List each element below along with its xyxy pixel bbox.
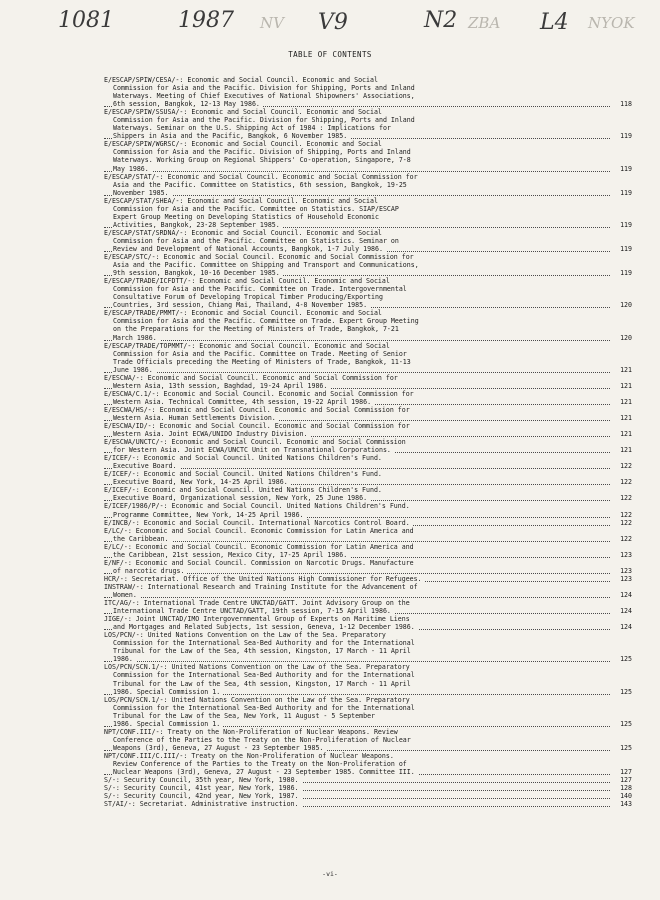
toc-entry-text: 1986. Special Commission 1.	[113, 720, 223, 728]
toc-entry-text: Review and Development of National Accounts, Bangkok, 1-7 July 1986.	[113, 245, 386, 253]
toc-entry-text: Programme Committee, New York, 14-25 April 1986.	[113, 511, 307, 519]
toc-page-number: 120	[620, 333, 632, 342]
toc-entry	[104, 663, 632, 695]
toc-entry-line	[104, 784, 632, 792]
page-number: -vi-	[322, 870, 338, 878]
toc-entry-text: Western Asia, 13th session, Baghdad, 19-24 April 1986.	[113, 382, 330, 390]
toc-entry-line	[104, 639, 632, 647]
toc-entry-text: S/-: Security Council, 41st year, New York, 1986.	[104, 784, 302, 792]
toc-entry	[104, 696, 632, 728]
toc-entry-line	[104, 342, 632, 350]
toc-entry-line	[104, 655, 632, 663]
toc-entry-line	[104, 462, 632, 470]
toc-entry-text: Tribunal for the Law of the Sea, 4th session, Kingston, 17 March - 11 April	[113, 647, 411, 656]
toc-entry-text: May 1986.	[113, 165, 152, 173]
toc-page-number: 122	[620, 518, 632, 527]
toc-entry-line	[104, 776, 632, 784]
toc-entry-line	[104, 567, 632, 575]
toc-entry-line	[104, 559, 632, 567]
toc-page-number: 119	[620, 220, 632, 229]
toc-page-number: 121	[620, 430, 632, 439]
toc-entry-text: Commission for Asia and the Pacific. Division for Shipping, Ports and Inland	[113, 116, 415, 125]
toc-entry-line	[104, 301, 632, 309]
toc-entry-text: E/INCB/-: Economic and Social Council. International Narcotics Control Board.	[104, 519, 413, 527]
toc-entry-line	[104, 430, 632, 438]
toc-entry-line	[104, 551, 632, 559]
toc-entry-text: E/ICEF/-: Economic and Social Council. United Nations Children's Fund.	[104, 470, 382, 479]
toc-entry-text: E/ESCAP/TRADE/ICFDTT/-: Economic and Social Council. Economic and Social	[104, 277, 390, 286]
toc-entry-text: Activities, Bangkok, 23-28 September 1985.	[113, 221, 283, 229]
toc-entry-line	[104, 511, 632, 519]
handwritten-note: N2	[424, 8, 458, 33]
toc-entry-line	[104, 221, 632, 229]
toc-entry-line	[104, 309, 632, 317]
dot-leader	[104, 372, 610, 373]
toc-entry-text: E/ESCAP/SPIW/CESA/-: Economic and Social Council. Economic and Social	[104, 76, 378, 84]
toc-entry-text: Commission for the International Sea-Bed Authority and for the International	[113, 671, 415, 680]
toc-entry-text: Trade Officials preceding the Meeting of Ministers of Trade, Bangkok, 11-13	[113, 357, 411, 366]
toc-page-number: 121	[620, 365, 632, 374]
toc-entry-text: E/ESCWA/UNCTC/-: Economic and Social Council. Economic and Social Commission	[104, 438, 406, 447]
toc-entry-text: Commission for Asia and the Pacific. Committee on Trade. Expert Group Meeting	[113, 317, 419, 326]
table-of-contents	[104, 76, 632, 808]
toc-entry-line	[104, 148, 632, 156]
toc-page-number: 119	[620, 244, 632, 253]
toc-entry-text: E/ESCAP/STAT/-: Economic and Social Council. Economic and Social Commission for	[104, 172, 418, 181]
toc-entry-line	[104, 671, 632, 679]
toc-entry-text: Waterways. Working Group on Regional Shippers' Co-operation, Singapore, 7-8	[113, 156, 411, 165]
toc-page-number: 123	[620, 574, 632, 583]
toc-entry-line	[104, 631, 632, 639]
toc-entry-text: E/LC/-: Economic and Social Council. Economic Commission for Latin America and	[104, 526, 414, 535]
toc-page-number: 122	[620, 462, 632, 471]
toc-entry-line	[104, 406, 632, 414]
toc-entry-line	[104, 736, 632, 744]
toc-entry-text: E/ESCWA/HS/-: Economic and Social Council. Economic and Social Commission for	[104, 405, 410, 414]
dot-leader	[104, 195, 610, 196]
toc-entry-text: March 1986.	[113, 334, 160, 342]
toc-entry-line	[104, 527, 632, 535]
toc-entry-line	[104, 478, 632, 486]
toc-entry-line	[104, 261, 632, 269]
toc-entry-text: Tribunal for the Law of the Sea, 4th session, Kingston, 17 March - 11 April	[113, 679, 411, 688]
toc-entry-text: Western Asia. Joint ECWA/UNIDO Industry Division.	[113, 430, 311, 438]
toc-entry	[104, 784, 632, 792]
toc-entry-text: Conference of the Parties to the Treaty on the Non-Proliferation of Nuclear	[113, 735, 411, 744]
toc-page-number: 121	[620, 397, 632, 406]
toc-entry-text: International Trade Centre UNCTAD/GATT, 19th session, 7-15 April 1986.	[113, 607, 394, 615]
toc-entry-line	[104, 422, 632, 430]
toc-entry	[104, 559, 632, 575]
toc-entry-line	[104, 760, 632, 768]
toc-entry	[104, 140, 632, 172]
toc-entry-text: Commission for Asia and the Pacific. Committee on Statistics. SIAP/ESCAP	[113, 204, 399, 213]
toc-entry-line	[104, 181, 632, 189]
toc-entry-line	[104, 535, 632, 543]
toc-entry-line	[104, 84, 632, 92]
toc-entry	[104, 543, 632, 559]
handwritten-faint-note: NV	[260, 14, 284, 32]
toc-entry-line	[104, 366, 632, 374]
toc-entry-text: Waterways. Meeting of Chief Executives of National Shipowners' Associations,	[113, 92, 415, 101]
toc-entry-line	[104, 325, 632, 333]
handwritten-faint-note: NYOK	[588, 14, 635, 32]
toc-entry-text: Commission for Asia and the Pacific. Division for Shipping, Ports and Inland	[113, 84, 415, 93]
toc-page-number: 124	[620, 623, 632, 632]
toc-entry-text: Commission for Asia and the Pacific. Division of Shipping, Ports and Inland	[113, 148, 411, 157]
toc-entry-line	[104, 744, 632, 752]
toc-page-number: 125	[620, 719, 632, 728]
toc-entry-text: Executive Board, New York, 14-25 April 1986.	[113, 478, 291, 486]
toc-entry-line	[104, 768, 632, 776]
handwritten-faint-note: ZBA	[468, 14, 501, 32]
toc-entry	[104, 342, 632, 374]
toc-entry-line	[104, 607, 632, 615]
toc-entry	[104, 374, 632, 390]
toc-page-number: 125	[620, 743, 632, 752]
toc-page-number: 122	[620, 478, 632, 487]
toc-entry	[104, 173, 632, 197]
handwritten-note: L4	[540, 10, 569, 35]
toc-entry-line	[104, 454, 632, 462]
toc-entry-text: Commission for Asia and the Pacific. Committee on Trade. Meeting of Senior	[113, 349, 407, 358]
toc-entry-text: 6th session, Bangkok, 12-13 May 1986.	[113, 100, 263, 108]
toc-entry-line	[104, 712, 632, 720]
handwritten-note: 1081	[58, 8, 114, 33]
toc-page-number: 127	[620, 776, 632, 785]
handwritten-note: 1987	[178, 8, 234, 33]
handwritten-note: V9	[318, 10, 348, 35]
toc-page-number: 123	[620, 550, 632, 559]
toc-entry-line	[104, 696, 632, 704]
toc-entry-text: Commission for Asia and the Pacific. Committee on Statistics. Seminar on	[113, 236, 399, 245]
toc-entry-text: 1986.	[113, 655, 136, 663]
toc-entry-text: E/ESCAP/SPIW/WGRSC/-: Economic and Social Council. Economic and Social	[104, 140, 382, 149]
toc-entry-text: NPT/CONF.III/C.III/-: Treaty on the Non-Proliferation of Nuclear Weapons.	[104, 751, 394, 760]
toc-entry-text: on the Preparations for the Meeting of Ministers of Trade, Bangkok, 7-21	[113, 325, 399, 334]
toc-entry-line	[104, 486, 632, 494]
dot-leader	[104, 597, 610, 598]
toc-entry-text: Commission for the International Sea-Bed Authority and for the International	[113, 703, 415, 712]
toc-page-number: 140	[620, 792, 632, 801]
page-title: TABLE OF CONTENTS	[288, 50, 372, 59]
toc-entry-line	[104, 752, 632, 760]
toc-page-number: 119	[620, 132, 632, 141]
toc-entry	[104, 519, 632, 527]
toc-page-number: 125	[620, 655, 632, 664]
toc-entry-line	[104, 76, 632, 84]
dot-leader	[104, 340, 610, 341]
toc-entry-text: Review Conference of the Parties to the Treaty on the Non-Proliferation of	[113, 759, 407, 768]
toc-entry-line	[104, 647, 632, 655]
toc-entry-text: E/ESCWA/C.1/-: Economic and Social Council. Economic and Social Commission for	[104, 389, 414, 398]
toc-entry-text: ST/AI/-: Secretariat. Administrative instruction.	[104, 800, 302, 808]
toc-entry-line	[104, 720, 632, 728]
toc-entry-text: E/ESCAP/STAT/SHEA/-: Economic and Social Council. Economic and Social	[104, 196, 378, 205]
toc-entry	[104, 253, 632, 277]
toc-entry-text: Executive Board, Organizational session, New York, 25 June 1986.	[113, 494, 370, 502]
toc-entry-text: Consultative Forum of Developing Tropical Timber Producing/Exporting	[113, 293, 383, 302]
toc-entry-line	[104, 591, 632, 599]
toc-entry-line	[104, 100, 632, 108]
toc-entry-line	[104, 189, 632, 197]
toc-entry-text: NPT/CONF.III/-: Treaty on the Non-Proliferation of Nuclear Weapons. Review	[104, 727, 398, 736]
toc-page-number: 124	[620, 607, 632, 616]
toc-entry-text: E/ICEF/-: Economic and Social Council. United Nations Children's Fund.	[104, 454, 382, 463]
toc-page-number: 119	[620, 164, 632, 173]
toc-entry	[104, 800, 632, 808]
toc-entry	[104, 728, 632, 752]
toc-entry-line	[104, 205, 632, 213]
toc-page-number: 118	[620, 100, 632, 109]
toc-entry-text: E/LC/-: Economic and Social Council. Economic Commission for Latin America and	[104, 542, 414, 551]
toc-entry	[104, 197, 632, 229]
toc-entry-line	[104, 156, 632, 164]
toc-entry-line	[104, 173, 632, 181]
toc-entry	[104, 422, 632, 438]
toc-entry	[104, 108, 632, 140]
toc-entry-line	[104, 599, 632, 607]
toc-entry-line	[104, 792, 632, 800]
toc-entry-line	[104, 663, 632, 671]
toc-entry	[104, 454, 632, 470]
toc-page-number: 120	[620, 301, 632, 310]
toc-entry-line	[104, 124, 632, 132]
toc-entry	[104, 599, 632, 615]
toc-page-number: 122	[620, 534, 632, 543]
toc-entry-text: ITC/AG/-: International Trade Centre UNCTAD/GATT. Joint Advisory Group on the	[104, 599, 410, 608]
toc-entry-line	[104, 502, 632, 510]
toc-entry-text: LOS/PCN/SCN.1/-: United Nations Convention on the Law of the Sea. Preparatory	[104, 663, 410, 672]
toc-page-number: 121	[620, 381, 632, 390]
toc-entry-text: 9th session, Bangkok, 10-16 December 1985.	[113, 269, 283, 277]
toc-entry-line	[104, 350, 632, 358]
toc-entry-text: of narcotic drugs.	[113, 567, 187, 575]
toc-page-number: 119	[620, 188, 632, 197]
toc-page-number: 128	[620, 784, 632, 793]
toc-entry-line	[104, 543, 632, 551]
toc-entry	[104, 502, 632, 518]
toc-entry	[104, 575, 632, 583]
toc-entry-line	[104, 334, 632, 342]
toc-entry-line	[104, 704, 632, 712]
toc-entry-line	[104, 285, 632, 293]
toc-entry-line	[104, 615, 632, 623]
toc-page-number: 143	[620, 800, 632, 809]
toc-entry-text: 1986. Special Commission 1.	[113, 688, 223, 696]
toc-entry	[104, 76, 632, 108]
toc-entry-line	[104, 438, 632, 446]
toc-entry-text: and Mortgages and Related Subjects, 1st session, Geneva, 1-12 December 1986.	[113, 623, 418, 631]
toc-entry-line	[104, 575, 632, 583]
toc-entry-line	[104, 229, 632, 237]
toc-entry-text: Countries, 3rd session, Chiang Mai, Thailand, 4-8 November 1985.	[113, 301, 370, 309]
toc-entry-text: S/-: Security Council, 42nd year, New York, 1987.	[104, 792, 302, 800]
toc-entry-text: Asia and the Pacific. Committee on Statistics, 6th session, Bangkok, 19-25	[113, 180, 407, 189]
toc-page-number: 124	[620, 591, 632, 599]
toc-entry-text: E/ESCWA/ID/-: Economic and Social Council. Economic and Social Commission for	[104, 422, 410, 431]
toc-entry	[104, 527, 632, 543]
toc-page-number: 127	[620, 768, 632, 777]
toc-page-number: 119	[620, 269, 632, 278]
toc-entry-line	[104, 197, 632, 205]
toc-entry	[104, 309, 632, 341]
toc-entry-line	[104, 253, 632, 261]
toc-entry-line	[104, 108, 632, 116]
toc-entry-line	[104, 728, 632, 736]
toc-entry-text: E/ESCAP/SPIW/SSUSA/-: Economic and Social Council. Economic and Social	[104, 108, 382, 117]
toc-entry-line	[104, 237, 632, 245]
toc-entry-line	[104, 132, 632, 140]
toc-entry-line	[104, 390, 632, 398]
toc-entry-line	[104, 277, 632, 285]
toc-entry-line	[104, 688, 632, 696]
toc-entry-text: LOS/PCN/-: United Nations Convention on the Law of the Sea. Preparatory	[104, 631, 386, 640]
toc-entry-text: Weapons (3rd), Geneva, 27 August - 23 September 1985.	[113, 744, 326, 752]
toc-page-number: 121	[620, 413, 632, 422]
toc-entry-text: the Caribbean, 21st session, Mexico City, 17-25 April 1986.	[113, 551, 350, 559]
toc-entry-text: Commission for the International Sea-Bed Authority and for the International	[113, 639, 415, 648]
toc-entry-line	[104, 398, 632, 406]
toc-entry-text: LOS/PCN/SCN.1/-: United Nations Convention on the Law of the Sea. Preparatory	[104, 695, 410, 704]
toc-page-number: 122	[620, 510, 632, 519]
toc-entry	[104, 277, 632, 309]
toc-entry-line	[104, 623, 632, 631]
toc-entry-line	[104, 446, 632, 454]
toc-entry-line	[104, 293, 632, 301]
toc-entry-text: Tribunal for the Law of the Sea, New York, 11 August - 5 September	[113, 711, 376, 720]
toc-entry-text: JIGE/-: Joint UNCTAD/IMO Intergovernmental Group of Experts on Maritime Liens	[104, 615, 410, 624]
toc-entry-line	[104, 116, 632, 124]
toc-entry	[104, 390, 632, 406]
toc-entry-text: HCR/-: Secretariat. Office of the United Nations High Commissioner for Refugees.	[104, 575, 425, 583]
toc-entry-text: Women.	[113, 591, 140, 599]
toc-entry-line	[104, 245, 632, 253]
toc-entry-line	[104, 680, 632, 688]
toc-entry-text: Nuclear Weapons (3rd), Geneva, 27 August - 23 September 1985. Committee III.	[113, 768, 418, 776]
toc-entry-line	[104, 583, 632, 591]
toc-entry-text: E/ICEF/-: Economic and Social Council. United Nations Children's Fund.	[104, 486, 382, 495]
toc-entry-text: Western Asia. Technical Committee, 4th session, 19-22 April 1986.	[113, 398, 374, 406]
toc-entry-text: Shippers in Asia and the Pacific, Bangkok, 6 November 1985.	[113, 132, 350, 140]
toc-entry-text: E/ESCAP/TRADE/PMMT/-: Economic and Social Council. Economic and Social	[104, 309, 382, 318]
toc-entry-line	[104, 92, 632, 100]
toc-entry	[104, 229, 632, 253]
handwritten-annotations	[0, 8, 660, 48]
toc-entry-text: for Western Asia. Joint ECWA/UNCTC Unit on Transnational Corporations.	[113, 446, 394, 454]
toc-page-number: 121	[620, 446, 632, 455]
toc-entry-text: E/ESCAP/STC/-: Economic and Social Council. Economic and Social Commission for	[104, 253, 414, 262]
toc-entry-line	[104, 140, 632, 148]
toc-entry-line	[104, 358, 632, 366]
toc-entry	[104, 470, 632, 486]
toc-entry	[104, 792, 632, 800]
toc-page-number: 125	[620, 687, 632, 696]
toc-entry-text: the Caribbean.	[113, 535, 172, 543]
toc-page-number: 123	[620, 566, 632, 575]
toc-entry-line	[104, 269, 632, 277]
toc-entry-line	[104, 213, 632, 221]
toc-entry	[104, 752, 632, 776]
toc-entry-line	[104, 382, 632, 390]
toc-entry-text: INSTRAW/-: International Research and Training Institute for the Advancement of	[104, 582, 418, 591]
toc-entry-line	[104, 165, 632, 173]
toc-entry-text: Asia and the Pacific. Committee on Shipping and Transport and Communications,	[113, 261, 419, 270]
toc-entry-line	[104, 519, 632, 527]
toc-page-number: 122	[620, 494, 632, 503]
toc-entry	[104, 583, 632, 599]
toc-entry-text: S/-: Security Council, 35th year, New York, 1980.	[104, 776, 302, 784]
toc-entry-text: November 1985.	[113, 189, 172, 197]
toc-entry-text: Western Asia. Human Settlements Division.	[113, 414, 279, 422]
toc-entry-line	[104, 494, 632, 502]
toc-entry	[104, 615, 632, 631]
toc-entry-line	[104, 800, 632, 808]
toc-entry-text: Commission for Asia and the Pacific. Committee on Trade. Intergovernmental	[113, 285, 407, 294]
toc-entry-text: E/ICEF/1986/P/-: Economic and Social Council. United Nations Children's Fund.	[104, 502, 410, 511]
toc-entry	[104, 438, 632, 454]
toc-entry-line	[104, 470, 632, 478]
toc-entry-text: June 1986.	[113, 366, 156, 374]
toc-entry-text: Expert Group Meeting on Developing Statistics of Household Economic	[113, 212, 379, 221]
dot-leader	[104, 171, 610, 172]
toc-entry-text: E/ESCWA/-: Economic and Social Council. Economic and Social Commission for	[104, 373, 398, 382]
toc-entry-line	[104, 317, 632, 325]
toc-entry-line	[104, 374, 632, 382]
toc-entry-text: E/ESCAP/STAT/SRDNA/-: Economic and Social Council. Economic and Social	[104, 228, 382, 237]
toc-entry	[104, 776, 632, 784]
dot-leader	[104, 541, 610, 542]
toc-entry	[104, 486, 632, 502]
dot-leader	[104, 661, 610, 662]
toc-entry-text: Executive Board.	[113, 462, 180, 470]
toc-entry-text: E/ESCAP/TRADE/TOPMMT/-: Economic and Social Council. Economic and Social	[104, 341, 390, 350]
toc-entry-text: E/NF/-: Economic and Social Council. Commission on Narcotic Drugs. Manufacture	[104, 558, 414, 567]
toc-entry	[104, 406, 632, 422]
toc-entry-text: Waterways. Seminar on the U.S. Shipping Act of 1984 : Implications for	[113, 124, 391, 133]
toc-entry	[104, 631, 632, 663]
toc-entry-line	[104, 414, 632, 422]
